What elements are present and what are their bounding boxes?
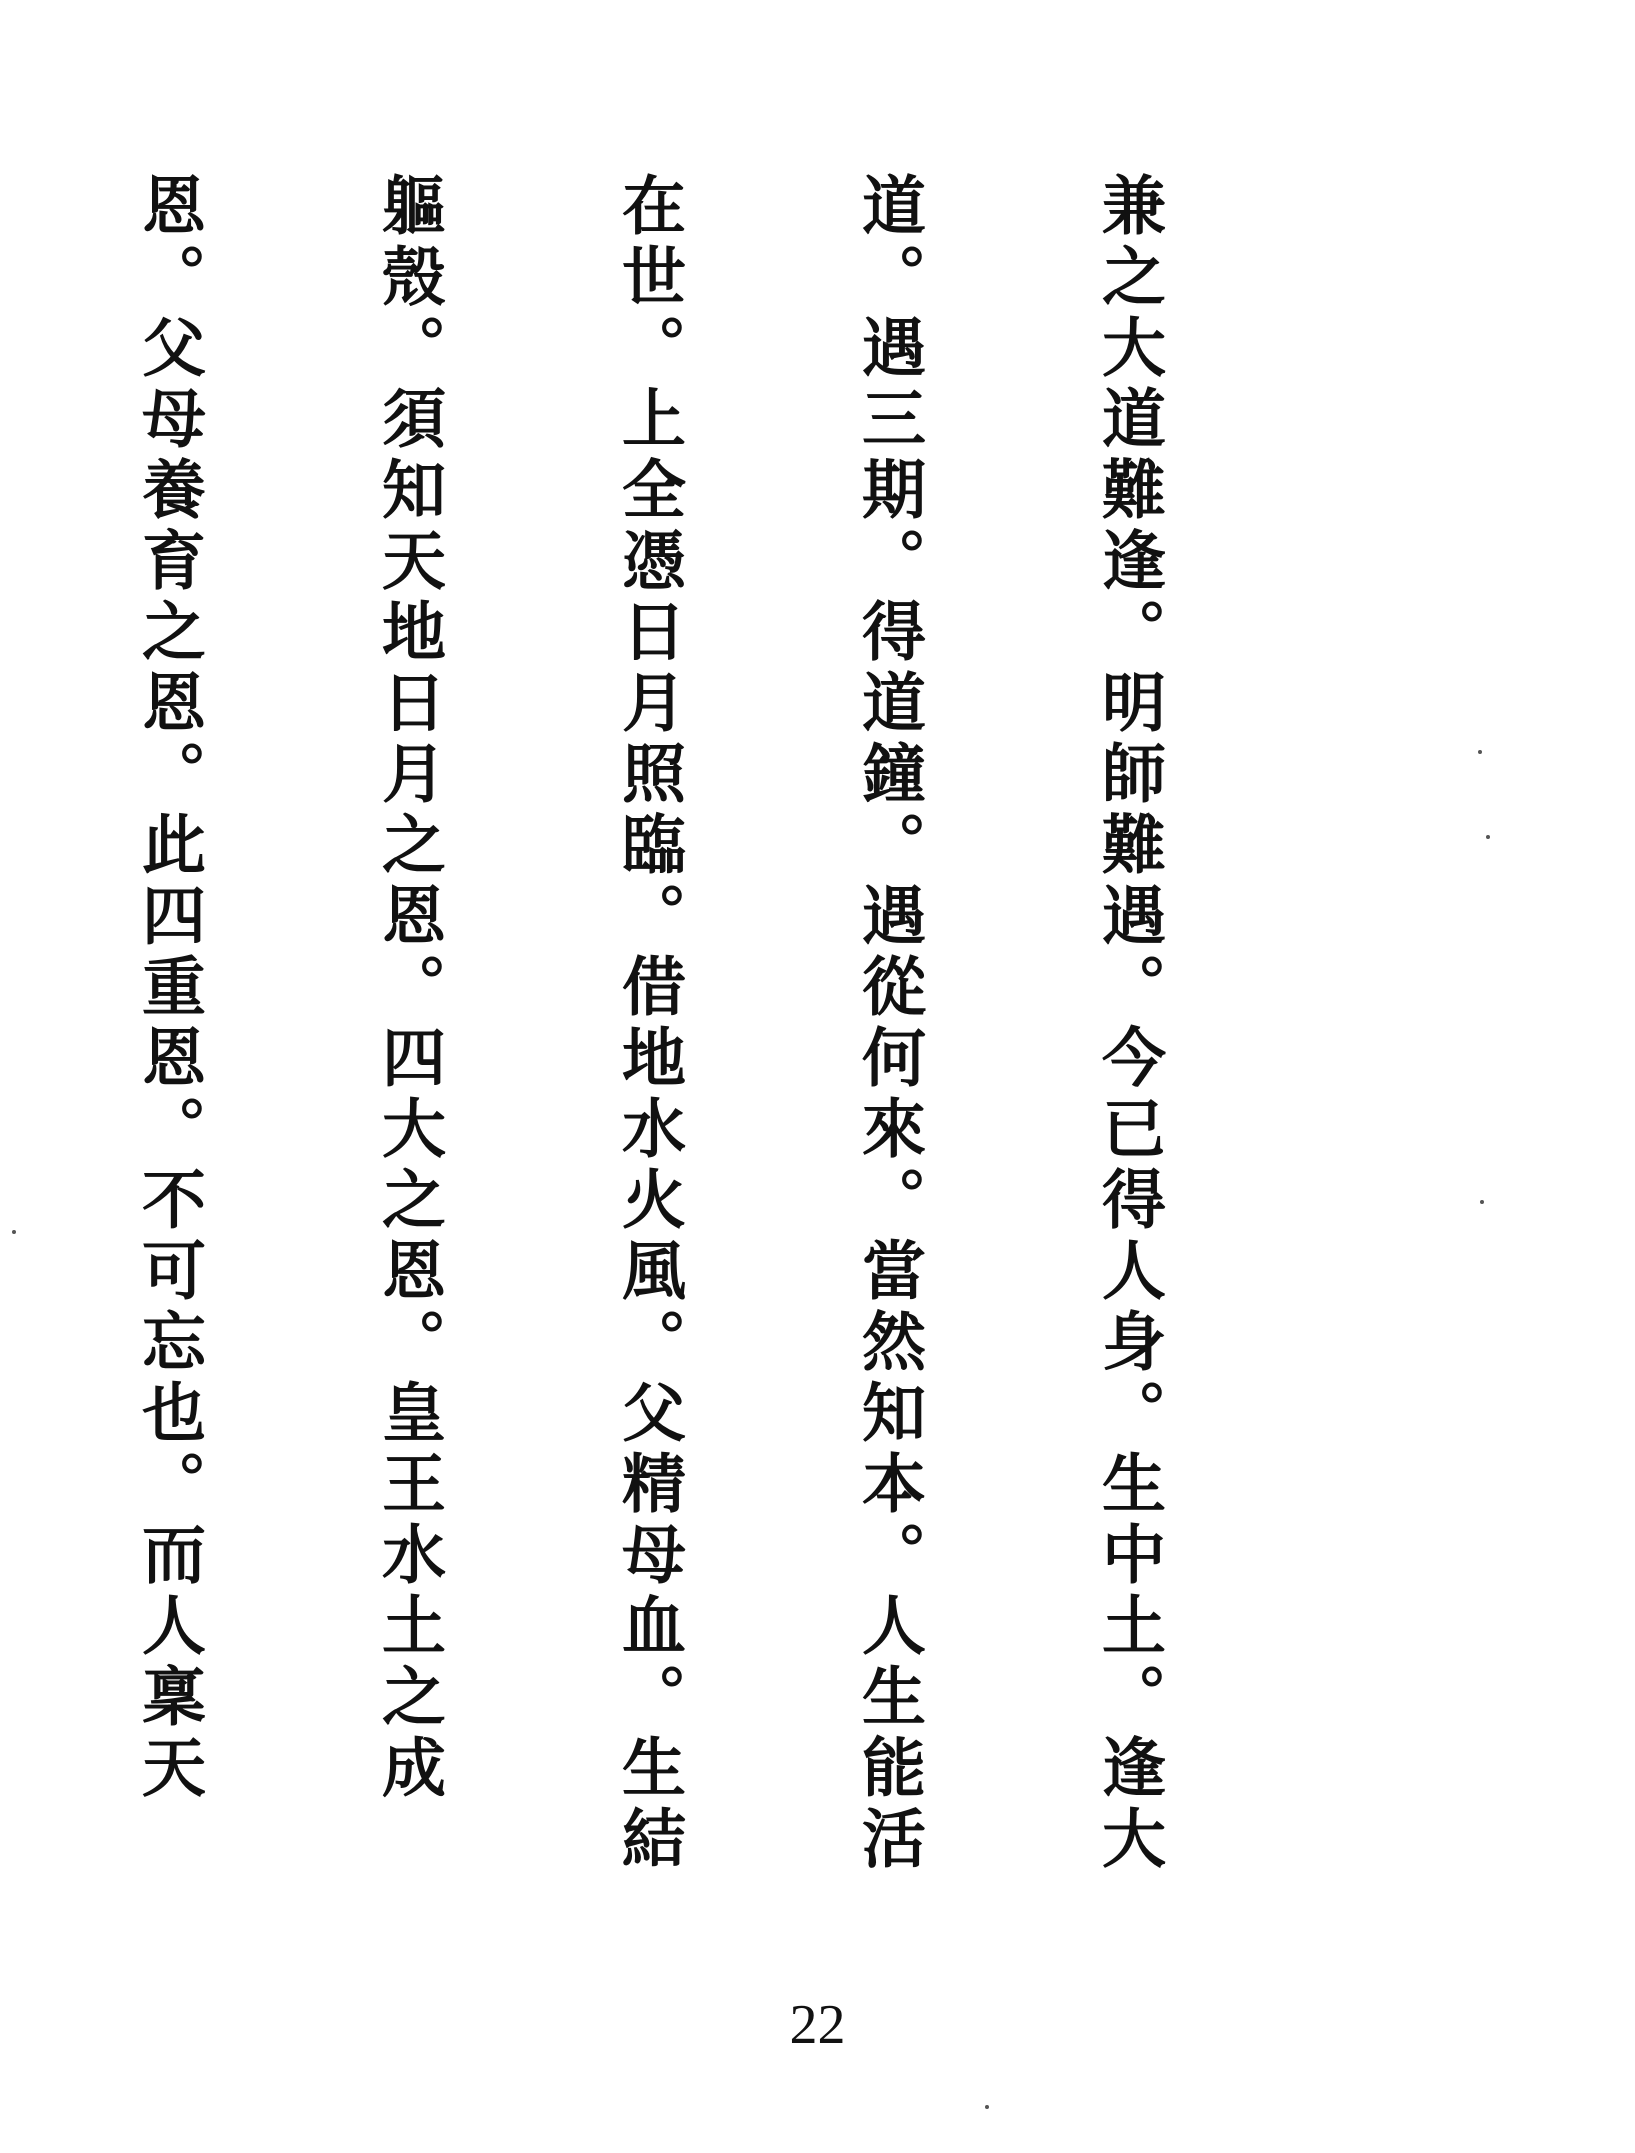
page-number: 22	[789, 1994, 846, 2056]
scan-speck	[1486, 835, 1490, 839]
scan-speck	[1480, 1200, 1484, 1204]
vertical-text-block	[131, 172, 1328, 1982]
text-column: 道。遇三期。得道鐘。遇從何來。當然知本。人生能活	[851, 172, 926, 1876]
scan-speck	[985, 2105, 989, 2109]
scan-speck	[12, 1230, 16, 1234]
text-column: 兼之大道難逢。明師難遇。今已得人身。生中土。逢大	[1091, 172, 1166, 1876]
text-column: 在世。上全憑日月照臨。借地水火風。父精母血。生結	[611, 172, 686, 1876]
scan-speck	[1478, 750, 1482, 754]
text-column: 軀殼。須知天地日月之恩。四大之恩。皇王水土之成	[371, 172, 446, 1805]
text-column: 恩。父母養育之恩。此四重恩。不可忘也。而人稟天	[131, 172, 206, 1805]
